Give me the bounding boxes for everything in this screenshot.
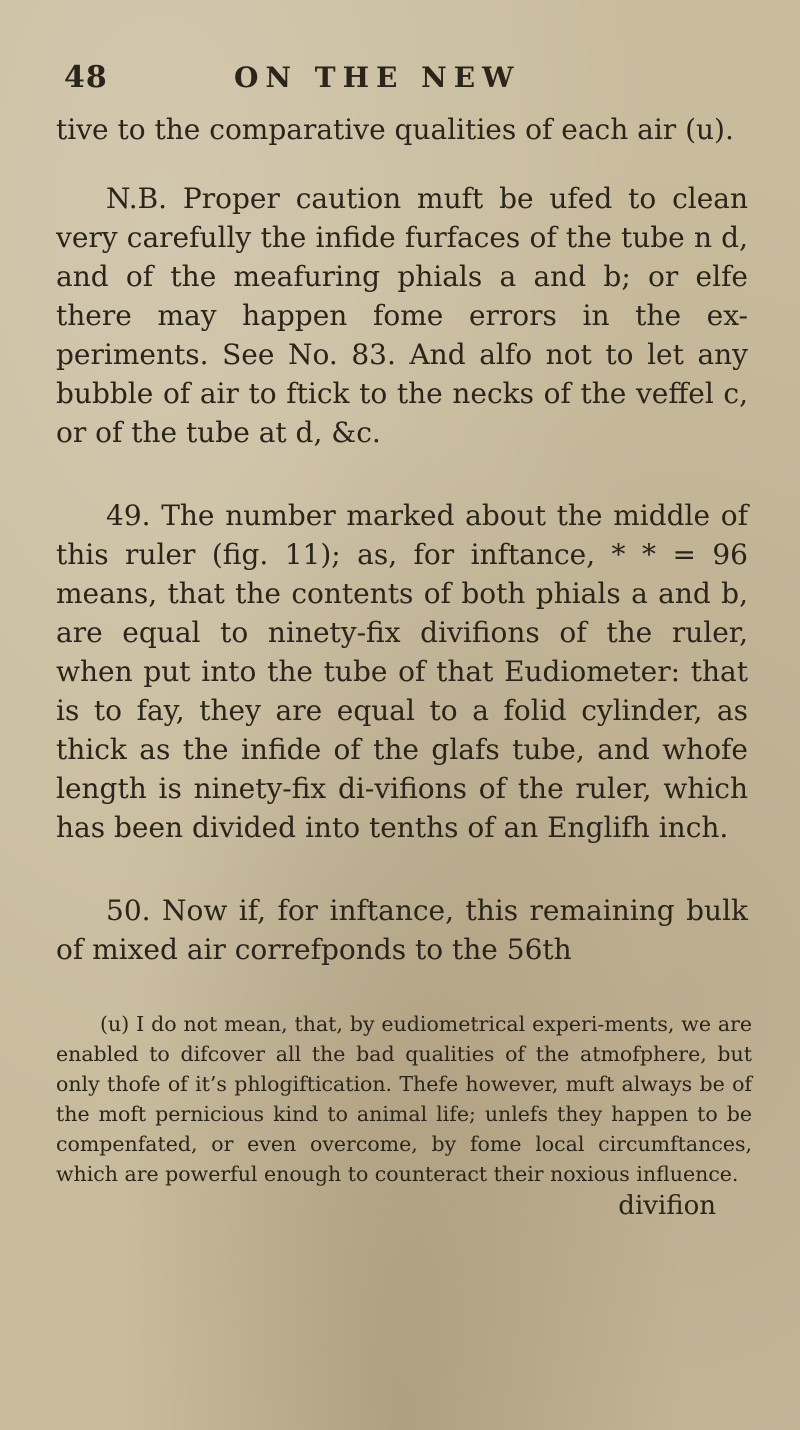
footnote-u: (u) I do not mean, that, by eudiometrical experi-ments, we are enabled to difcover all the bad qualities of the atmofphere, but only thofe of it’s phlogiftication. Thefe however, muft always be of the moft pernicious kind to animal life; unlefs they happen to be compenfated, or even overcome, by fome local circumftances, which are powerful enough to counteract their noxious influence. [56,1012,752,1186]
catchword: divifion [618,1191,716,1221]
page-number: 48 [64,60,108,95]
paragraph-nb-caution: N.B. Proper caution muft be ufed to clean very carefully the infide furfaces of the tube n d, and of the meafuring phials a and b; or elfe there may happen fome errors in the ex-periments. See No. 83. And alfo not to let any bubble of air to ftick to the necks of the veffel c, or of the tube at d, &c. [56,182,748,449]
paragraph-continuation: tive to the comparative qualities of each air (u). [56,113,734,146]
running-title: ON THE NEW [234,61,521,94]
running-head [64,60,752,110]
body-text [56,110,748,969]
paragraph-50: 50. Now if, for inftance, this remaining bulk of mixed air correfponds to the 56th [56,894,748,966]
paragraph-49: 49. The number marked about the middle of this ruler (fig. 11); as, for inftance, * * = 96 means, that the contents of both phials a and b, are equal to ninety-fix divifions of the ruler, when put into the tube of that Eudiometer: that is to fay, they are equal to a folid cylinder, as thick as the infide of the glafs tube, and whofe length is ninety-fix di-vifions of the ruler, which has been divided into tenths of an Englifh inch. [56,499,748,844]
footnote-block [56,1009,752,1189]
